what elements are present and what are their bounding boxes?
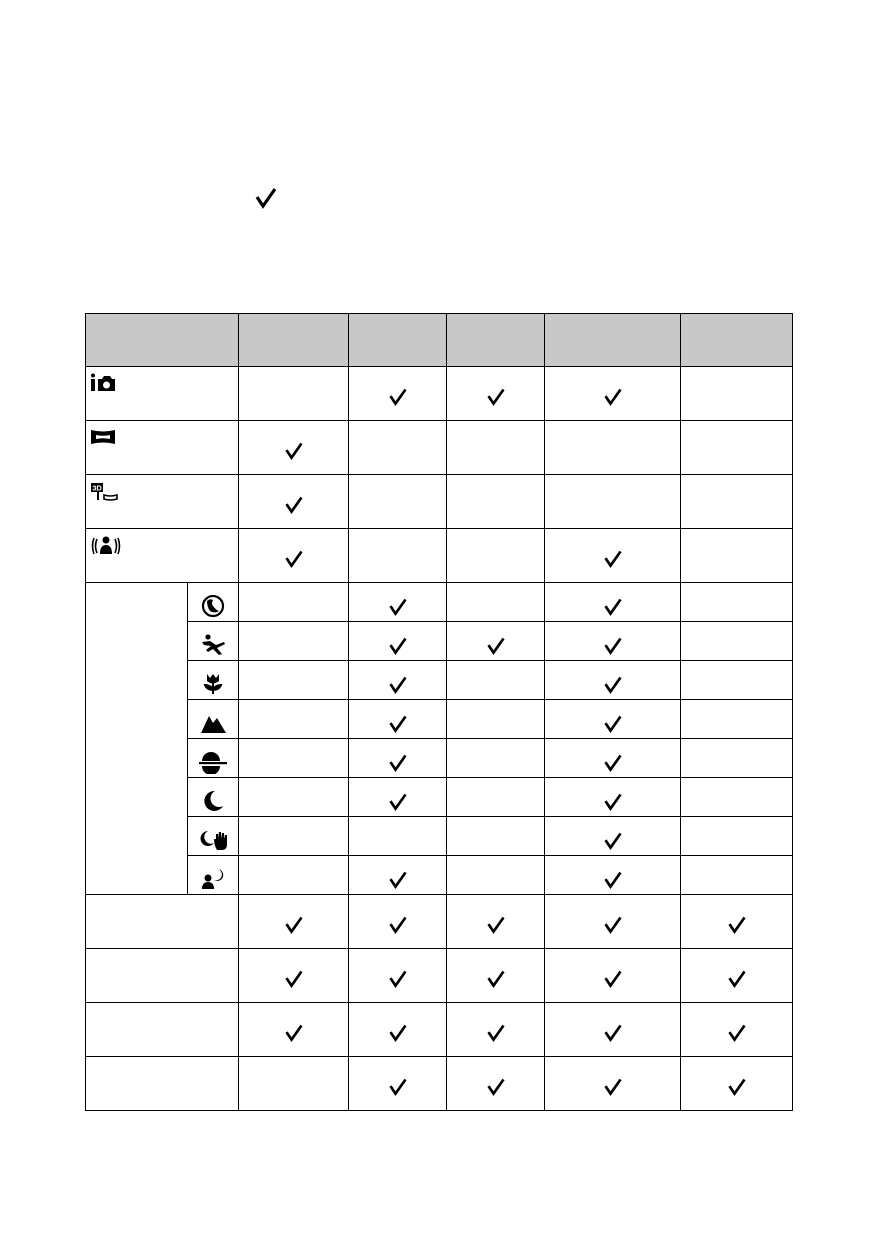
3d-sweep-panorama-icon xyxy=(90,481,118,503)
mode-cell xyxy=(86,475,239,529)
legend-check-mark-icon xyxy=(254,186,278,210)
mode-row-3-cell-1 xyxy=(239,475,349,529)
mode-row-1-cell-1 xyxy=(239,367,349,421)
scene-row-1-cell-2 xyxy=(349,583,447,622)
table-header-row xyxy=(86,314,793,367)
sunset-icon xyxy=(198,750,228,774)
scene-group-cell xyxy=(86,583,188,895)
check-mark-icon xyxy=(388,387,408,407)
bottom-row-4-cell-5 xyxy=(681,1057,793,1111)
table-row xyxy=(86,1003,793,1057)
night-portrait-icon xyxy=(200,867,226,891)
landscape-mountain-icon xyxy=(200,712,227,734)
check-mark-icon xyxy=(603,597,623,617)
scene-row-5-cell-5 xyxy=(681,739,793,778)
scene-row-3-cell-2 xyxy=(349,661,447,700)
mode-row-4-cell-1 xyxy=(239,529,349,583)
mode-row-4-cell-2 xyxy=(349,529,447,583)
scene-row-8-cell-2 xyxy=(349,856,447,895)
scene-row-8-cell-4 xyxy=(545,856,681,895)
bottom-row-2-cell-4 xyxy=(545,949,681,1003)
check-mark-icon xyxy=(727,915,747,935)
table-row xyxy=(86,895,793,949)
mode-row-2-cell-3 xyxy=(447,421,545,475)
table-row xyxy=(86,949,793,1003)
scene-icon-cell xyxy=(188,739,239,778)
mode-row-3-cell-3 xyxy=(447,475,545,529)
check-mark-icon xyxy=(727,1077,747,1097)
scene-row-1-cell-1 xyxy=(239,583,349,622)
table-row xyxy=(86,856,793,895)
night-scene-moon-icon xyxy=(201,789,225,813)
scene-row-1-cell-3 xyxy=(447,583,545,622)
bottom-row-2-cell-3 xyxy=(447,949,545,1003)
scene-row-5-cell-4 xyxy=(545,739,681,778)
mode-cell xyxy=(86,1003,239,1057)
scene-row-2-cell-2 xyxy=(349,622,447,661)
mode-row-3-cell-2 xyxy=(349,475,447,529)
check-mark-icon xyxy=(284,441,304,461)
mode-row-3-cell-5 xyxy=(681,475,793,529)
scene-row-8-cell-3 xyxy=(447,856,545,895)
table-row xyxy=(86,1057,793,1111)
bottom-row-3-cell-2 xyxy=(349,1003,447,1057)
scene-row-4-cell-5 xyxy=(681,700,793,739)
check-mark-icon xyxy=(388,1077,408,1097)
scene-row-6-cell-2 xyxy=(349,778,447,817)
check-mark-icon xyxy=(388,753,408,773)
mode-row-2-cell-1 xyxy=(239,421,349,475)
scene-icon-cell xyxy=(188,856,239,895)
check-mark-icon xyxy=(388,969,408,989)
mode-row-2-cell-5 xyxy=(681,421,793,475)
sports-action-icon xyxy=(200,633,226,657)
scene-row-6-cell-4 xyxy=(545,778,681,817)
header-cell-2 xyxy=(349,314,447,367)
scene-row-1-cell-5 xyxy=(681,583,793,622)
check-mark-icon xyxy=(388,597,408,617)
check-mark-icon xyxy=(603,915,623,935)
mode-compatibility-table xyxy=(85,313,793,1111)
check-mark-icon xyxy=(603,870,623,890)
scene-row-7-cell-2 xyxy=(349,817,447,856)
mode-row-2-cell-2 xyxy=(349,421,447,475)
scene-icon-cell xyxy=(188,583,239,622)
check-mark-icon xyxy=(603,675,623,695)
scene-row-5-cell-1 xyxy=(239,739,349,778)
hand-held-twilight-icon xyxy=(199,828,228,852)
check-mark-icon xyxy=(603,792,623,812)
header-cell-5 xyxy=(681,314,793,367)
table-row xyxy=(86,367,793,421)
check-mark-icon xyxy=(388,1023,408,1043)
check-mark-icon xyxy=(388,636,408,656)
bottom-row-4-cell-3 xyxy=(447,1057,545,1111)
macro-tulip-icon xyxy=(202,672,224,696)
intelligent-auto-camera-icon xyxy=(90,373,116,393)
table-row xyxy=(86,661,793,700)
bottom-row-1-cell-5 xyxy=(681,895,793,949)
scene-row-6-cell-1 xyxy=(239,778,349,817)
bottom-row-1-cell-1 xyxy=(239,895,349,949)
scene-row-4-cell-1 xyxy=(239,700,349,739)
mode-cell xyxy=(86,421,239,475)
scene-row-7-cell-4 xyxy=(545,817,681,856)
bottom-row-1-cell-2 xyxy=(349,895,447,949)
check-mark-icon xyxy=(603,549,623,569)
mode-cell xyxy=(86,949,239,1003)
mode-cell xyxy=(86,1057,239,1111)
scene-row-6-cell-3 xyxy=(447,778,545,817)
bottom-row-3-cell-3 xyxy=(447,1003,545,1057)
mode-row-4-cell-3 xyxy=(447,529,545,583)
mode-row-1-cell-4 xyxy=(545,367,681,421)
table-row xyxy=(86,778,793,817)
check-mark-icon xyxy=(486,636,506,656)
scene-row-2-cell-3 xyxy=(447,622,545,661)
scene-row-7-cell-1 xyxy=(239,817,349,856)
soft-skin-portrait-icon xyxy=(201,594,225,618)
header-cell-3 xyxy=(447,314,545,367)
table-row xyxy=(86,739,793,778)
table-row xyxy=(86,583,793,622)
table-row xyxy=(86,817,793,856)
check-mark-icon xyxy=(284,969,304,989)
mode-row-1-cell-5 xyxy=(681,367,793,421)
check-mark-icon xyxy=(486,1023,506,1043)
bottom-row-3-cell-1 xyxy=(239,1003,349,1057)
check-mark-icon xyxy=(603,714,623,734)
scene-row-5-cell-2 xyxy=(349,739,447,778)
check-mark-icon xyxy=(603,1023,623,1043)
check-mark-icon xyxy=(603,831,623,851)
table-row xyxy=(86,475,793,529)
check-mark-icon xyxy=(388,714,408,734)
bottom-row-4-cell-4 xyxy=(545,1057,681,1111)
mode-row-3-cell-4 xyxy=(545,475,681,529)
scene-row-3-cell-5 xyxy=(681,661,793,700)
check-mark-icon xyxy=(603,1077,623,1097)
anti-motion-blur-person-icon xyxy=(90,535,122,557)
check-mark-icon xyxy=(388,915,408,935)
check-mark-icon xyxy=(486,969,506,989)
mode-row-4-cell-4 xyxy=(545,529,681,583)
mode-cell xyxy=(86,367,239,421)
bottom-row-3-cell-5 xyxy=(681,1003,793,1057)
scene-icon-cell xyxy=(188,661,239,700)
table-row xyxy=(86,421,793,475)
scene-icon-cell xyxy=(188,778,239,817)
bottom-row-2-cell-1 xyxy=(239,949,349,1003)
table-row xyxy=(86,622,793,661)
scene-row-3-cell-4 xyxy=(545,661,681,700)
bottom-row-1-cell-4 xyxy=(545,895,681,949)
check-mark-icon xyxy=(388,870,408,890)
scene-icon-cell xyxy=(188,622,239,661)
table-row xyxy=(86,700,793,739)
mode-row-1-cell-3 xyxy=(447,367,545,421)
header-cell-4 xyxy=(545,314,681,367)
scene-row-3-cell-3 xyxy=(447,661,545,700)
check-mark-icon xyxy=(486,387,506,407)
check-mark-icon xyxy=(486,1077,506,1097)
check-mark-icon xyxy=(284,915,304,935)
scene-row-4-cell-4 xyxy=(545,700,681,739)
scene-row-7-cell-3 xyxy=(447,817,545,856)
check-mark-icon xyxy=(284,495,304,515)
bottom-row-1-cell-3 xyxy=(447,895,545,949)
check-mark-icon xyxy=(603,753,623,773)
sweep-panorama-icon xyxy=(90,427,116,447)
scene-row-2-cell-4 xyxy=(545,622,681,661)
header-cell-1 xyxy=(239,314,349,367)
check-mark-icon xyxy=(388,792,408,812)
scene-row-4-cell-3 xyxy=(447,700,545,739)
mode-row-2-cell-4 xyxy=(545,421,681,475)
scene-row-2-cell-5 xyxy=(681,622,793,661)
bottom-row-2-cell-5 xyxy=(681,949,793,1003)
bottom-row-4-cell-2 xyxy=(349,1057,447,1111)
mode-row-1-cell-2 xyxy=(349,367,447,421)
scene-row-8-cell-5 xyxy=(681,856,793,895)
check-mark-icon xyxy=(284,549,304,569)
scene-row-8-cell-1 xyxy=(239,856,349,895)
check-mark-icon xyxy=(603,387,623,407)
scene-icon-cell xyxy=(188,700,239,739)
scene-row-2-cell-1 xyxy=(239,622,349,661)
check-mark-icon xyxy=(727,969,747,989)
scene-row-6-cell-5 xyxy=(681,778,793,817)
mode-cell xyxy=(86,529,239,583)
check-mark-icon xyxy=(727,1023,747,1043)
mode-row-4-cell-5 xyxy=(681,529,793,583)
check-mark-icon xyxy=(388,675,408,695)
bottom-row-3-cell-4 xyxy=(545,1003,681,1057)
scene-row-5-cell-3 xyxy=(447,739,545,778)
scene-row-1-cell-4 xyxy=(545,583,681,622)
bottom-row-4-cell-1 xyxy=(239,1057,349,1111)
scene-row-4-cell-2 xyxy=(349,700,447,739)
scene-row-3-cell-1 xyxy=(239,661,349,700)
scene-icon-cell xyxy=(188,817,239,856)
check-mark-icon xyxy=(603,969,623,989)
bottom-row-2-cell-2 xyxy=(349,949,447,1003)
check-mark-icon xyxy=(603,636,623,656)
svg-text:3D: 3D xyxy=(92,483,102,493)
mode-cell xyxy=(86,895,239,949)
header-cell-mode xyxy=(86,314,239,367)
check-mark-icon xyxy=(486,915,506,935)
scene-row-7-cell-5 xyxy=(681,817,793,856)
check-mark-icon xyxy=(284,1023,304,1043)
table-row xyxy=(86,529,793,583)
